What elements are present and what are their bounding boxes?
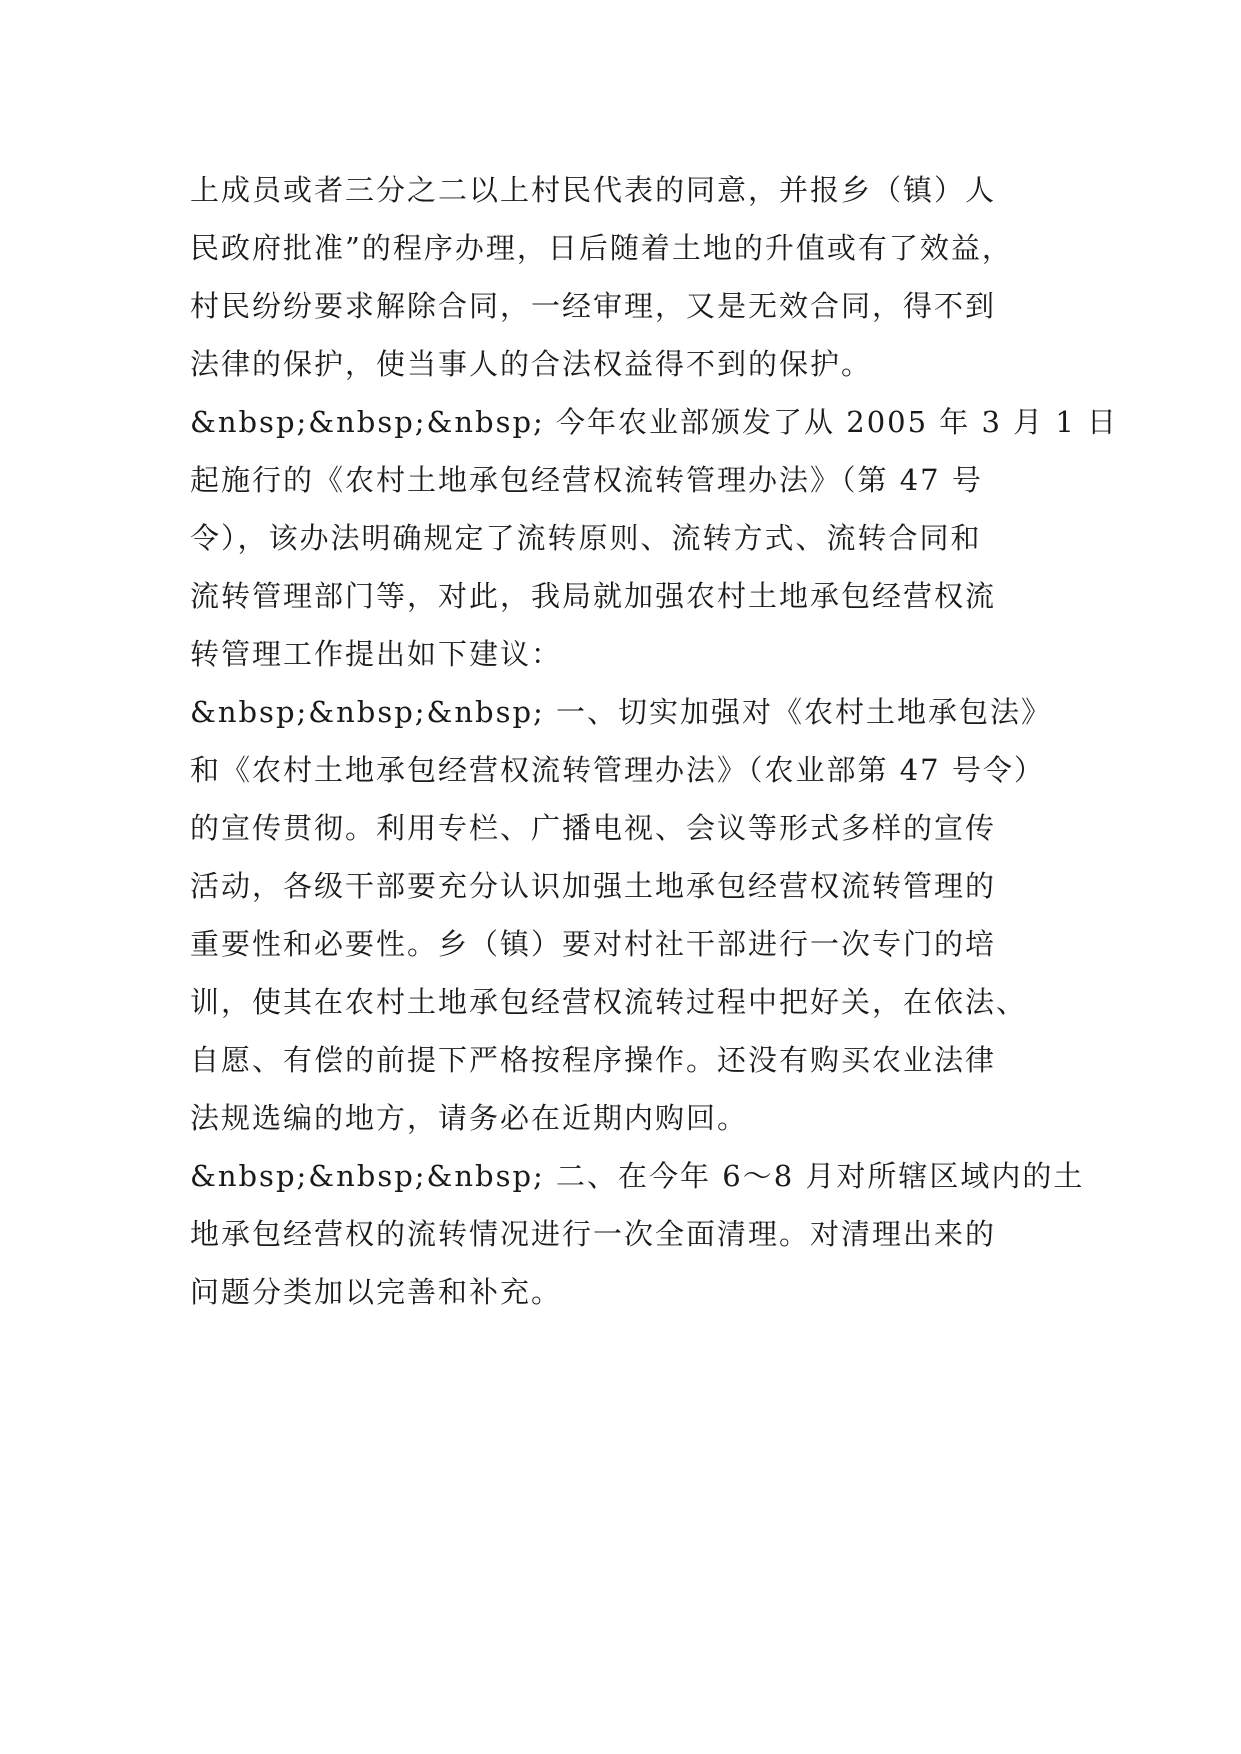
text-line-4: 法律的保护，使当事人的合法权益得不到的保护。 <box>190 347 873 381</box>
text-line-9: 转管理工作提出如下建议： <box>190 637 563 671</box>
text-line-16: 自愿、有偿的前提下严格按程序操作。还没有购买农业法律 <box>190 1043 997 1077</box>
text-line-5: &nbsp;&nbsp;&nbsp; 今年农业部颁发了从 2005 年 3 月 1 日 <box>190 405 1119 439</box>
text-line-13: 活动，各级干部要充分认识加强土地承包经营权流转管理的 <box>190 869 997 903</box>
text-line-2: 民政府批准”的程序办理，日后随着土地的升值或有了效益， <box>190 231 1013 265</box>
text-line-20: 问题分类加以完善和补充。 <box>190 1275 563 1309</box>
text-line-6: 起施行的《农村土地承包经营权流转管理办法》（第 47 号 <box>190 463 983 497</box>
text-line-8: 流转管理部门等，对此，我局就加强农村土地承包经营权流 <box>190 579 997 613</box>
text-line-17: 法规选编的地方，请务必在近期内购回。 <box>190 1101 749 1135</box>
text-line-11: 和《农村土地承包经营权流转管理办法》（农业部第 47 号令） <box>190 753 1045 787</box>
text-line-12: 的宣传贯彻。利用专栏、广播电视、会议等形式多样的宣传 <box>190 811 997 845</box>
body-text <box>190 161 1119 1321</box>
text-line-14: 重要性和必要性。乡（镇）要对村社干部进行一次专门的培 <box>190 927 997 961</box>
text-line-15: 训，使其在农村土地承包经营权流转过程中把好关，在依法、 <box>190 985 1028 1019</box>
text-line-18: &nbsp;&nbsp;&nbsp; 二、在今年 6～8 月对所辖区域内的土 <box>190 1159 1085 1193</box>
text-line-19: 地承包经营权的流转情况进行一次全面清理。对清理出来的 <box>190 1217 997 1251</box>
text-line-1: 上成员或者三分之二以上村民代表的同意，并报乡（镇）人 <box>190 173 997 207</box>
text-line-7: 令），该办法明确规定了流转原则、流转方式、流转合同和 <box>190 521 982 555</box>
text-line-3: 村民纷纷要求解除合同，一经审理，又是无效合同，得不到 <box>190 289 997 323</box>
text-line-10: &nbsp;&nbsp;&nbsp; 一、切实加强对《农村土地承包法》 <box>190 695 1053 729</box>
